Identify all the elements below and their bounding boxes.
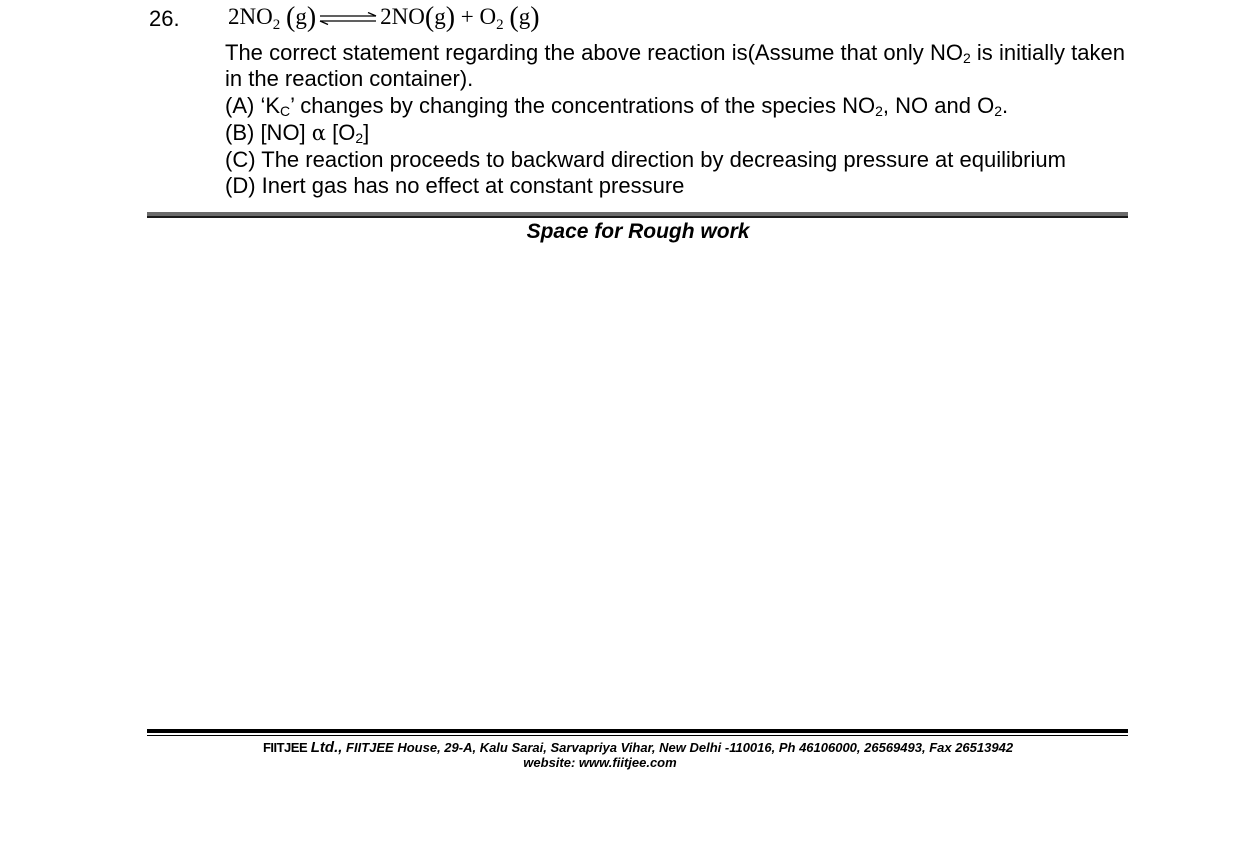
lhs-subscript: 2 bbox=[272, 17, 281, 33]
right-paren: ) bbox=[306, 2, 317, 33]
rhs1-coefficient: 2 bbox=[380, 4, 392, 29]
reaction-equation bbox=[228, 4, 540, 34]
lhs-species: NO bbox=[239, 4, 273, 29]
lhs-coefficient: 2 bbox=[228, 4, 240, 29]
rhs1-species: NO bbox=[391, 4, 425, 29]
alpha-symbol: α bbox=[311, 121, 326, 145]
right-paren: ) bbox=[530, 2, 540, 33]
footer-divider-thin bbox=[147, 735, 1128, 736]
rough-work-label: Space for Rough work bbox=[526, 220, 750, 243]
footer-address bbox=[0, 739, 1238, 756]
rhs1-state: g bbox=[434, 4, 446, 29]
option-b: (B) [NO] α $[O_2]$ bbox=[225, 120, 370, 146]
lhs-state: g bbox=[295, 4, 307, 29]
question-statement: The correct statement regarding the above reaction is(Assume that only $NO_2$ is initially taken in the reaction container). bbox=[225, 40, 1125, 91]
rhs2-state: g bbox=[518, 4, 531, 29]
footer-brand: FIITJEE bbox=[262, 740, 308, 755]
footer-website: website: www.fiitjee.com bbox=[523, 755, 677, 770]
equilibrium-arrow-icon bbox=[318, 6, 378, 32]
right-paren: ) bbox=[445, 2, 456, 33]
footer-ltd: Ltd., bbox=[310, 739, 343, 756]
left-paren: ( bbox=[424, 2, 435, 33]
footer-divider bbox=[147, 729, 1128, 733]
left-paren: ( bbox=[285, 2, 296, 33]
question-number: 26. bbox=[149, 6, 180, 31]
footer-address-text: FIITJEE House, 29-A, Kalu Sarai, Sarvapriya Vihar, New Delhi -110016, Ph 46106000, 26569493, Fax 26513942 bbox=[346, 740, 1014, 755]
plus-sign: + bbox=[460, 4, 474, 29]
section-divider-inner bbox=[147, 216, 1128, 218]
rhs2-subscript: 2 bbox=[496, 17, 504, 33]
option-a: (A) ‘$K_C$’ changes by changing the concentrations of the species $NO_2$, NO and $O_2$. bbox=[225, 93, 1009, 119]
option-d: (D) Inert gas has no effect at constant pressure bbox=[225, 173, 685, 198]
option-c: (C) The reaction proceeds to backward direction by decreasing pressure at equilibrium bbox=[225, 147, 1066, 172]
left-paren: ( bbox=[509, 2, 519, 33]
rhs2-species: O bbox=[479, 4, 497, 29]
